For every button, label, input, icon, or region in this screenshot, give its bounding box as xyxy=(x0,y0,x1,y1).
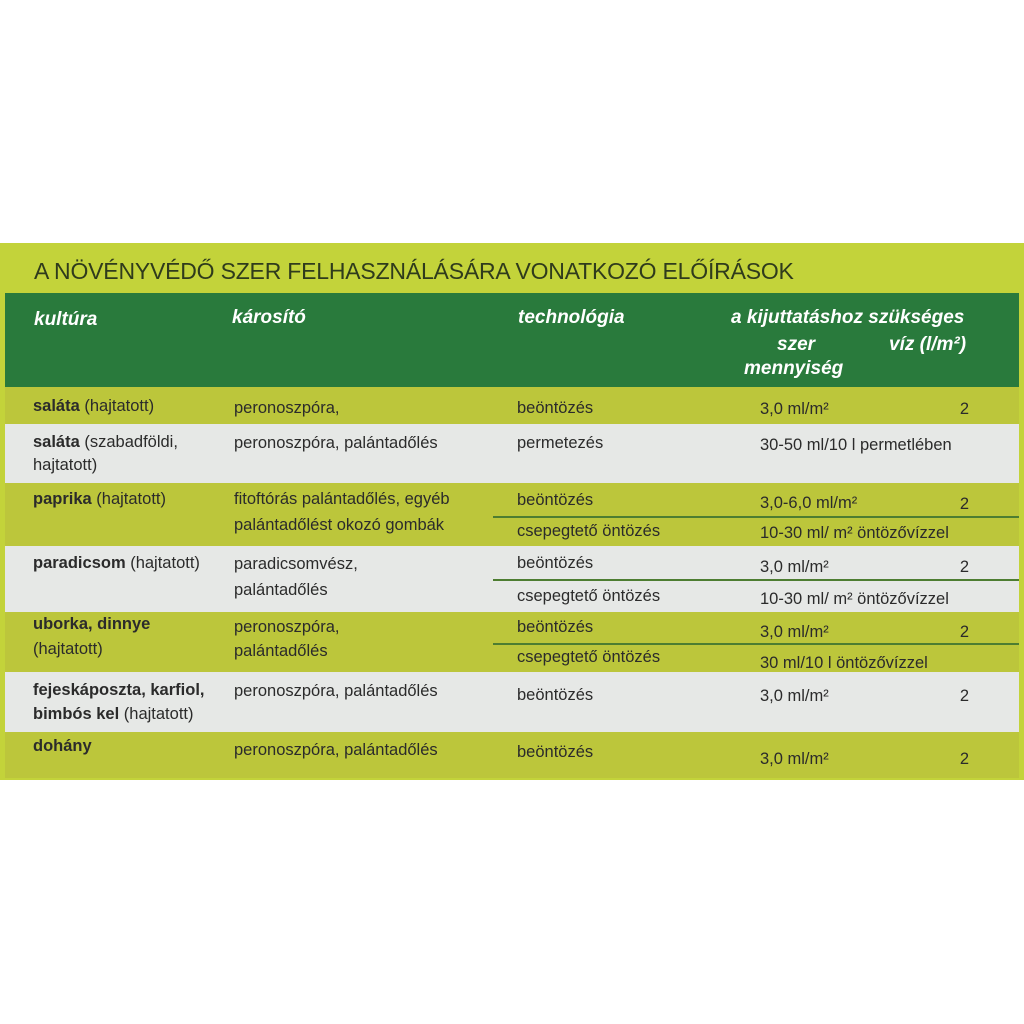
water-cell: 2 xyxy=(959,400,969,418)
table-header xyxy=(5,293,1019,387)
table-row xyxy=(5,424,1019,483)
crop-cell: paradicsom (hajtatott) xyxy=(33,554,200,572)
crop-cell: paprika (hajtatott) xyxy=(33,490,166,508)
tech-cell: permetezés xyxy=(517,434,604,452)
amount-cell: 3,0 ml/m² xyxy=(760,750,829,768)
water-cell: 2 xyxy=(959,495,969,513)
amount-cell: 10-30 ml/ m² öntözővízzel xyxy=(760,524,949,542)
pest-cell: peronoszpóra, palántadőlés xyxy=(234,434,438,452)
amount-cell: 3,0-6,0 ml/m² xyxy=(760,494,858,512)
amount-cell: 3,0 ml/m² xyxy=(760,687,829,705)
tech-cell: beöntözés xyxy=(517,554,594,572)
table-row xyxy=(5,546,1019,612)
crop-cell-line2: (hajtatott) xyxy=(33,640,103,658)
tech-cell: csepegtető öntözés xyxy=(517,648,661,666)
header-karosito: károsító xyxy=(232,307,306,328)
tech-cell: csepegtető öntözés xyxy=(517,587,661,605)
pest-cell: peronoszpóra, palántadőlés xyxy=(234,741,438,759)
pest-cell: peronoszpóra, palántadőlés xyxy=(234,682,438,700)
tech-cell: csepegtető öntözés xyxy=(517,522,661,540)
crop-cell-line2: bimbós kel (hajtatott) xyxy=(33,705,194,723)
table-row xyxy=(5,483,1019,546)
crop-cell: uborka, dinnye xyxy=(33,615,151,633)
water-cell: 2 xyxy=(959,687,969,705)
header-szer: szer xyxy=(777,334,816,355)
header-kultura: kultúra xyxy=(34,309,98,330)
tech-cell: beöntözés xyxy=(517,686,594,704)
pest-cell: peronoszpóra, xyxy=(234,399,340,417)
pest-cell-line2: palántadőlés xyxy=(234,581,328,599)
crop-cell: saláta (szabadföldi, xyxy=(33,433,178,451)
header-technologia: technológia xyxy=(518,307,625,328)
water-cell: 2 xyxy=(959,750,969,768)
amount-cell: 3,0 ml/m² xyxy=(760,623,829,641)
crop-cell: saláta (hajtatott) xyxy=(33,397,155,415)
tech-cell: beöntözés xyxy=(517,618,594,636)
tech-cell: beöntözés xyxy=(517,743,594,761)
amount-cell: 30-50 ml/10 l permetlében xyxy=(760,436,952,454)
sub-row-divider xyxy=(493,516,1019,518)
sub-row-divider xyxy=(493,579,1019,581)
water-cell: 2 xyxy=(959,623,969,641)
tech-cell: beöntözés xyxy=(517,491,594,509)
amount-cell: 3,0 ml/m² xyxy=(760,558,829,576)
water-cell: 2 xyxy=(959,558,969,576)
pest-cell: fitoftórás palántadőlés, egyéb xyxy=(234,490,450,508)
pest-cell-line2: palántadőlés xyxy=(234,642,328,660)
pest-cell: paradicsomvész, xyxy=(234,555,358,573)
amount-cell: 10-30 ml/ m² öntözővízzel xyxy=(760,590,949,608)
crop-cell: dohány xyxy=(33,737,92,755)
table-row xyxy=(5,612,1019,672)
tech-cell: beöntözés xyxy=(517,399,594,417)
header-mennyiseg: mennyiség xyxy=(744,358,844,379)
table-row xyxy=(5,732,1019,778)
crop-cell: fejeskáposzta, karfiol, xyxy=(33,681,205,699)
pest-cell: peronoszpóra, xyxy=(234,618,340,636)
amount-cell: 30 ml/10 l öntözővízzel xyxy=(760,654,928,672)
table-title: A NÖVÉNYVÉDŐ SZER FELHASZNÁLÁSÁRA VONATKOZÓ ELŐÍRÁSOK xyxy=(34,258,794,284)
sub-row-divider xyxy=(493,643,1019,645)
table-row xyxy=(5,672,1019,732)
pest-cell-line2: palántadőlést okozó gombák xyxy=(234,516,445,534)
amount-cell: 3,0 ml/m² xyxy=(760,400,829,418)
table-row xyxy=(5,387,1019,424)
header-viz: víz (l/m²) xyxy=(889,334,967,355)
crop-cell-line2: hajtatott) xyxy=(33,456,98,474)
header-kijuttatas: a kijuttatáshoz szükséges xyxy=(731,307,965,328)
